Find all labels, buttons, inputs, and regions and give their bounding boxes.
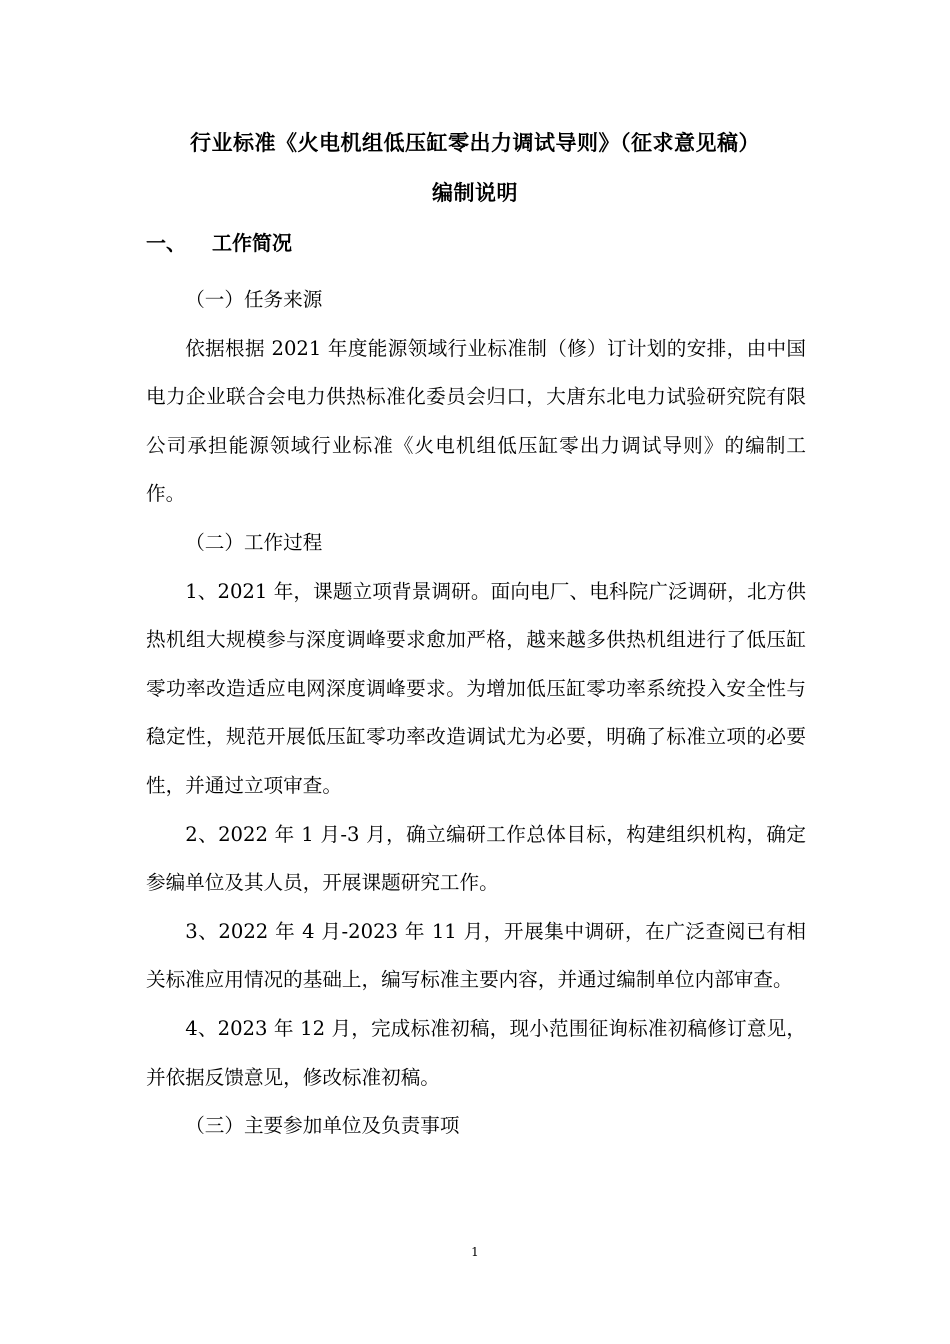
paragraph-process-step-2: 2、2022 年 1 月-3 月，确立编研工作总体目标，构建组织机构，确定参编单位及其人员，开展课题研究工作。 bbox=[146, 822, 806, 895]
subsection-heading-task-source: （一）任务来源 bbox=[185, 288, 323, 311]
paragraph-process-step-3: 3、2022 年 4 月-2023 年 11 月，开展集中调研，在广泛查阅已有相关标准应用情况的基础上，编写标准主要内容，并通过编制单位内部审查。 bbox=[146, 919, 806, 992]
section-heading bbox=[146, 227, 292, 256]
subsection-heading-participants: （三）主要参加单位及负责事项 bbox=[185, 1114, 460, 1138]
page-number: 1 bbox=[471, 1245, 479, 1259]
body-text bbox=[146, 276, 806, 1151]
section-title: 工作简况 bbox=[212, 231, 292, 255]
section-number: 一、 bbox=[146, 231, 186, 255]
paragraph-process-step-1: 1、2021 年，课题立项背景调研。面向电厂、电科院广泛调研，北方供热机组大规模参与深度调峰要求愈加严格，越来越多供热机组进行了低压缸零功率改造适应电网深度调峰要求。为增加低压缸零功率系统投入安全性与稳定性，规范开展低压缸零功率改造调试尤为必要，明确了标准立项的必要性，并通过立项审查。 bbox=[146, 579, 806, 797]
subsection-heading-work-process: （二）工作过程 bbox=[185, 530, 323, 554]
document-title: 行业标准《火电机组低压缸零出力调试导则》（征求意见稿） bbox=[190, 131, 760, 155]
document-subtitle: 编制说明 bbox=[432, 181, 518, 205]
paragraph-task-source: 依据根据 2021 年度能源领域行业标准制（修）订计划的安排，由中国电力企业联合会电力供热标准化委员会归口，大唐东北电力试验研究院有限公司承担能源领域行业标准《火电机组低压缸零出力调试导则》的编制工作。 bbox=[146, 336, 806, 506]
paragraph-process-step-4: 4、2023 年 12 月，完成标准初稿，现小范围征询标准初稿修订意见，并依据反馈意见，修改标准初稿。 bbox=[146, 1016, 806, 1089]
